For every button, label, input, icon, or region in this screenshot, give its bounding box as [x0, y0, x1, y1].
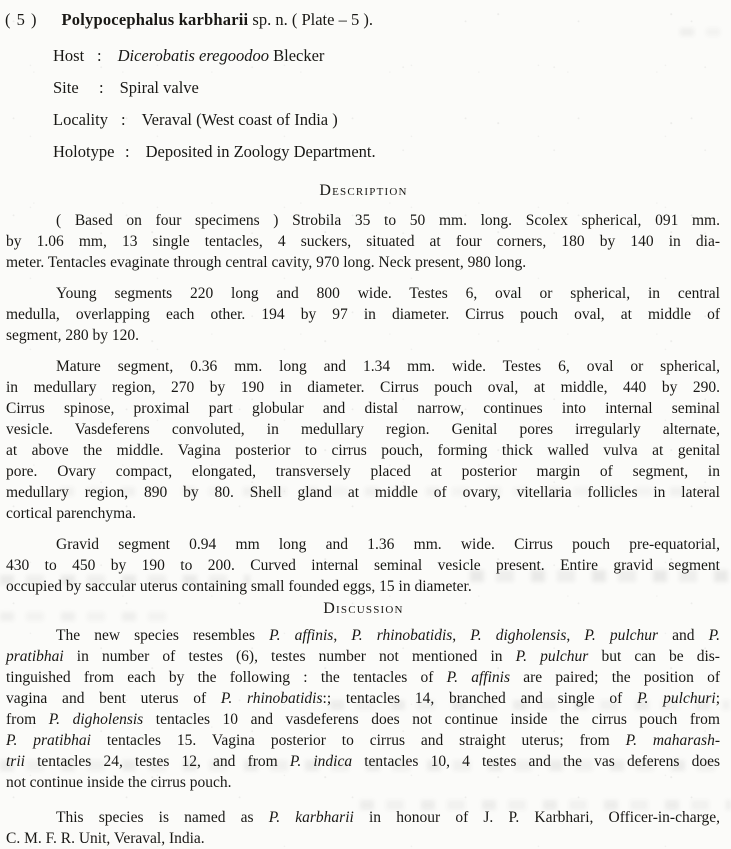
- printed-line: medulla, overlapping each other. 194 by 97 in diameter. Cirrus pouch oval, at middle of: [6, 306, 720, 323]
- printed-line: from P. digholensis tentacles 10 and vasdeferens does not continue inside the cirrus pouch from: [6, 711, 720, 728]
- printed-line: The new species resembles P. affinis, P. rhinobatidis, P. digholensis, P. pulchur and P.: [56, 627, 721, 644]
- meta-colon: :: [125, 142, 130, 161]
- description-paragraph-2: [6, 283, 720, 346]
- meta-value: Dicerobatis eregoodoo Blecker: [117, 46, 325, 65]
- printed-line: cortical parenchyma.: [6, 505, 136, 522]
- discussion-heading: Discussion: [323, 600, 404, 617]
- species-name: Polypocephalus karbharii: [61, 10, 249, 29]
- meta-row-holotype: [53, 136, 722, 168]
- meta-row-site: [53, 72, 722, 104]
- printed-line: meter. Tentacles evaginate through central cavity, 970 long. Neck present, 980 long.: [6, 254, 527, 271]
- description-heading: Description: [319, 182, 408, 199]
- meta-value: Veraval (West coast of India ): [141, 110, 338, 129]
- specimen-metadata: [53, 40, 722, 168]
- entry-number: ( 5 ): [5, 10, 38, 29]
- printed-line: P. pratibhai tentacles 15. Vagina posterior to cirrus and straight uterus; from P. maharash-: [6, 732, 721, 749]
- printed-line: in medullary region, 270 by 190 in diameter. Cirrus pouch oval, at middle, 440 by 290.: [6, 379, 720, 396]
- description-paragraph-1: [6, 210, 720, 273]
- description-paragraph-4: [6, 534, 720, 597]
- meta-label: Site: [53, 78, 79, 97]
- printed-line: This species is named as P. karbharii in honour of J. P. Karbhari, Officer-in-charge,: [56, 809, 720, 826]
- species-name-suffix: sp. n. ( Plate – 5 ).: [248, 10, 373, 29]
- meta-colon: :: [99, 78, 104, 97]
- printed-line: pore. Ovary compact, elongated, transversely placed at posterior margin of segment, in: [6, 463, 720, 480]
- printed-line: Gravid segment 0.94 mm long and 1.36 mm. wide. Cirrus pouch pre-equatorial,: [56, 536, 720, 553]
- printed-line: not continue inside the cirrus pouch.: [6, 774, 232, 791]
- discussion-paragraph-2: [6, 807, 720, 849]
- printed-line: ( Based on four specimens ) Strobila 35 to 50 mm. long. Scolex spherical, 091 mm.: [56, 212, 720, 229]
- discussion-paragraph-1: [6, 625, 720, 793]
- printed-line: medullary region, 890 by 80. Shell gland at middle of ovary, vitellaria follicles in lateral: [6, 484, 720, 501]
- printed-line: at above the middle. Vagina posterior to cirrus pouch, forming thick walled vulva at genital: [6, 442, 720, 459]
- species-heading: [5, 10, 722, 30]
- meta-label: Locality: [53, 110, 108, 129]
- printed-line: tinguished from each by the following : the tentacles of P. affinis are paired; the position of: [6, 669, 720, 686]
- printed-line: Young segments 220 long and 800 wide. Testes 6, oval or spherical, in central: [56, 285, 720, 302]
- meta-colon: :: [121, 110, 126, 129]
- description-paragraph-3: [6, 356, 720, 524]
- meta-value: Deposited in Zoology Department.: [145, 142, 376, 161]
- printed-line: segment, 280 by 120.: [6, 327, 140, 344]
- meta-value: Spiral valve: [119, 78, 199, 97]
- meta-label: Holotype: [53, 142, 115, 161]
- printed-line: 430 to 450 by 190 to 200. Curved internal seminal vesicle present. Entire gravid segment: [6, 557, 720, 574]
- printed-line: vagina and bent uterus of P. rhinobatidis:; tentacles 14, branched and single of P. pulchuri;: [6, 690, 720, 707]
- meta-row-host: [53, 40, 722, 72]
- printed-line: C. M. F. R. Unit, Veraval, India.: [6, 830, 205, 847]
- printed-line: Mature segment, 0.36 mm. long and 1.34 mm. wide. Testes 6, oval or spherical,: [56, 358, 720, 375]
- printed-line: by 1.06 mm, 13 single tentacles, 4 suckers, situated at four corners, 180 by 140 in dia-: [6, 233, 720, 250]
- meta-colon: :: [97, 46, 102, 65]
- printed-line: trii tentacles 24, testes 12, and from P. indica tentacles 10, 4 testes and the vas deferens does: [6, 753, 720, 770]
- printed-line: pratibhai in number of testes (6), testes number not mentioned in P. pulchur but can be dis-: [6, 648, 720, 665]
- printed-line: vesicle. Vasdeferens convoluted, in medullary region. Genital pores irregularly alternate,: [6, 421, 720, 438]
- meta-label: Host: [53, 46, 85, 65]
- meta-row-locality: [53, 104, 722, 136]
- printed-line: Cirrus spinose, proximal part globular and distal narrow, continues into internal seminal: [6, 400, 720, 417]
- printed-line: occupied by saccular uterus containing small founded eggs, 15 in diameter.: [6, 578, 472, 595]
